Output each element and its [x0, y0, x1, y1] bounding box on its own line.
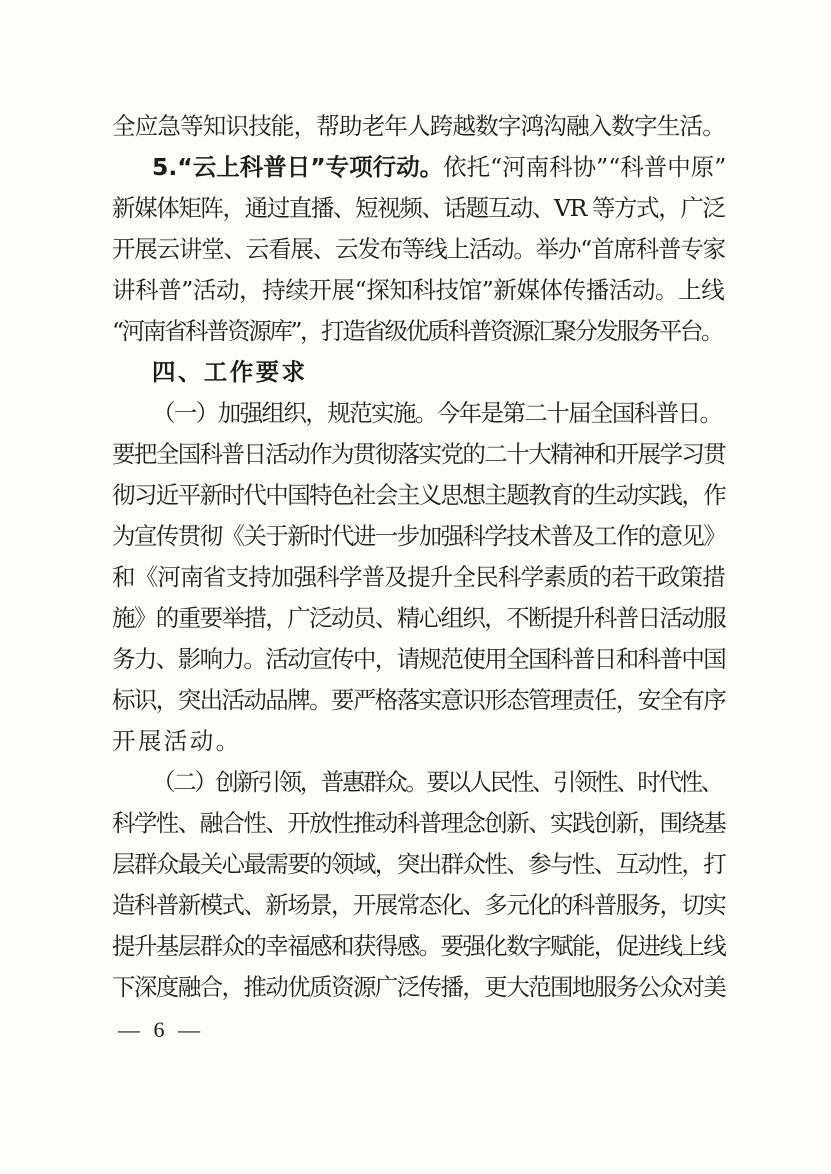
body-line-9: 要把全国科普日活动作为贯彻落实党的二十大精神和开展学习贯 [112, 440, 726, 468]
body-line-15: 标识，突出活动品牌。要严格落实意识形态管理责任，安全有序 [112, 686, 726, 714]
body-line-18: 科学性、融合性、开放性推动科普理念创新、实践创新，围绕基 [112, 809, 726, 837]
body-line-19: 层群众最关心最需要的领域，突出群众性、参与性、互动性，打 [112, 850, 726, 878]
subsection-heading-1: （一）加强组织，规范实施。 [152, 399, 437, 427]
body-line-20: 造科普新模式、新场景，开展常态化、多元化的科普服务，切实 [112, 891, 726, 919]
item-text-5: 依托“河南科协”“科普中原” [443, 153, 727, 181]
body-line-17 [152, 762, 722, 802]
body-line-16: 开展活动。 [112, 727, 242, 755]
item-heading-5: 5.“云上科普日”专项行动。 [152, 153, 444, 181]
body-line-2 [152, 147, 726, 187]
subsection-text-2: 要以人民性、引领性、时代性、 [426, 768, 722, 796]
body-line-13: 施》的重要举措，广泛动员、精心组织，不断提升科普日活动服 [112, 604, 726, 632]
body-line-4: 开展云讲堂、云看展、云发布等线上活动。举办“首席科普专家 [112, 235, 725, 263]
body-line-3: 新媒体矩阵，通过直播、短视频、话题互动、VR 等方式，广泛 [112, 194, 725, 222]
subsection-text-1: 今年是第二十届全国科普日。 [436, 399, 722, 427]
body-line-14: 务力、影响力。活动宣传中，请规范使用全国科普日和科普中国 [112, 645, 726, 673]
subsection-heading-2: （二）创新引领，普惠群众。 [152, 768, 427, 796]
body-line-11: 为宣传贯彻《关于新时代进一步加强科学技术普及工作的意见》 [112, 522, 726, 550]
body-line-8 [152, 393, 721, 433]
body-line-21: 提升基层群众的幸福感和获得感。要强化数字赋能，促进线上线 [112, 932, 726, 960]
body-line-6: “河南省科普资源库”，打造省级优质科普资源汇聚分发服务平台。 [112, 317, 723, 345]
page-number: — 6 — [118, 1017, 204, 1042]
body-line-5: 讲科普”活动，持续开展“探知科技馆”新媒体传播活动。上线 [112, 276, 725, 304]
body-line-22: 下深度融合，推动优质资源广泛传播，更大范围地服务公众对美 [112, 973, 726, 1001]
body-line-1: 全应急等知识技能，帮助老年人跨越数字鸿沟融入数字生活。 [112, 112, 725, 140]
body-line-12: 和《河南省支持加强科学普及提升全民科学素质的若干政策措 [112, 563, 725, 591]
body-line-10: 彻习近平新时代中国特色社会主义思想主题教育的生动实践，作 [112, 481, 726, 509]
section-heading: 四、工作要求 [152, 358, 308, 386]
